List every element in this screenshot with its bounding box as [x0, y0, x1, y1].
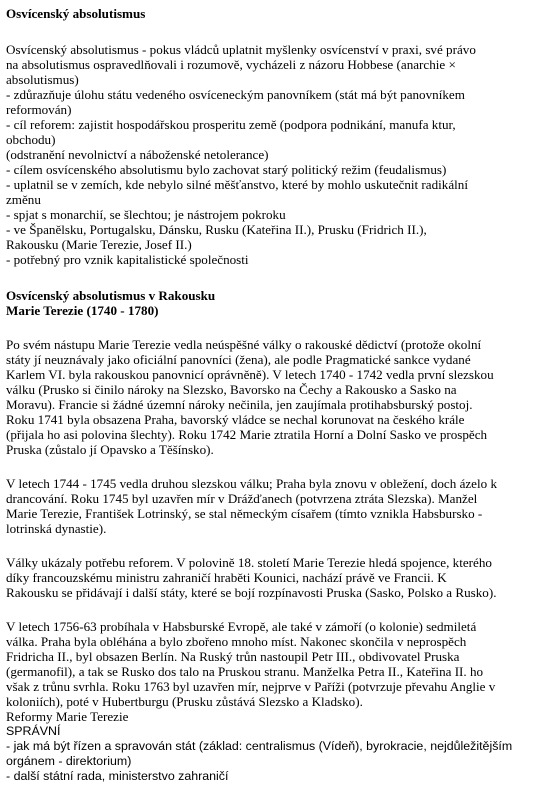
text-line: obchodu) [6, 132, 56, 147]
text-line: lotrinská dynastie). [6, 521, 107, 536]
list-item: - další státní rada, ministerstvo zahraničí [6, 769, 229, 783]
section-subtitle: Marie Terezie (1740 - 1780) [6, 303, 159, 318]
text-line: (odstranění nevolnictví a náboženské netolerance) [6, 147, 269, 162]
text-line: Po svém nástupu Marie Terezie vedla neúspěšné války o rakouské dědictví (protože okolní [6, 337, 482, 352]
text-line: Rakousku se přidávají i další státy, které se bojí rozpínavosti Pruska (Sasko, Polsko a Rusko). [6, 585, 497, 600]
text-line: (germanofil), a tak se Rusko dos talo na Pruskou stranu. Manželka Petra II., Kateřina II. ho [6, 664, 484, 679]
text-line: V letech 1756-63 probíhala v Habsburské Evropě, ale také v zámoří (o kolonie) sedmiletá [6, 619, 477, 634]
text-line: Marie Terezie, František Lotrinský, se stal německým císařem (tímto vznikla Habsbursko - [6, 506, 483, 521]
list-item: - cíl reforem: zajistit hospodářskou prosperitu země (podpora podnikání, manufa ktur, [6, 117, 456, 132]
text-line: Karlem VI. byla rakouskou panovnicí oprávněně). V letech 1740 - 1742 vedla první slezskou [6, 367, 494, 382]
text-line: Rakousku (Marie Terezie, Josef II.) [6, 237, 192, 252]
list-item: - zdůrazňuje úlohu státu vedeného osvíceneckým panovníkem (stát má být panovníkem [6, 87, 465, 102]
text-line: (přijala ho asi polovina šlechty). Roku 1742 Marie ztratila Horní a Dolní Sasko ve prospěch [6, 427, 488, 442]
text-line: koloniích), poté v Hubertburgu (Prusku zůstává Slezsko a Kladsko). [6, 694, 363, 709]
section-title: Osvícenský absolutismus [6, 6, 146, 21]
text-line: válku (Prusko si činilo nároky na Slezsko, Bavorsko na Čechy a Rakousko a Sasko na [6, 382, 457, 397]
text-line: státy jí neuznávaly jako oficiální panovníci (žena), ale podle Pragmatické sankce vydané [6, 352, 471, 367]
text-line: V letech 1744 - 1745 vedla druhou slezskou válku; Praha byla znovu v obležení, doch ázelo k [6, 476, 498, 491]
text-line: Osvícenský absolutismus - pokus vládců uplatnit myšlenky osvícenství v praxi, své právo [6, 42, 476, 57]
text-line: Roku 1741 byla obsazena Praha, bavorský vládce se nechal korunovat na českého krále [6, 412, 465, 427]
text-line: drancování. Roku 1745 byl uzavřen mír v Drážďanech (potvrzena ztráta Slezska). Manžel [6, 491, 478, 506]
reforms-heading: SPRÁVNÍ [6, 724, 61, 738]
subsection-title: Reformy Marie Terezie [6, 709, 129, 724]
text-line: reformován) [6, 102, 72, 117]
text-line: Fridricha II., byl obsazen Berlín. Na Ruský trůn nastoupil Petr III., obdivovatel Pruska [6, 649, 460, 664]
list-item: - spjat s monarchií, se šlechtou; je nástrojem pokroku [6, 207, 286, 222]
text-line: Války ukázaly potřebu reforem. V polovině 18. století Marie Terezie hledá spojence, kterého [6, 555, 492, 570]
text-line: Pruska (zůstalo jí Opavsko a Těšínsko). [6, 442, 214, 457]
list-item: - uplatnil se v zemích, kde nebylo silné měšťanstvo, které by mohlo uskutečnit radikální [6, 177, 468, 192]
list-item: - cílem osvícenského absolutismu bylo zachovat starý politický režim (feudalismus) [6, 162, 447, 177]
text-line: válka. Praha byla obléhána a bylo zbořeno mnoho míst. Nakonec skončila v neprospěch [6, 634, 467, 649]
text-line: absolutismus) [6, 72, 79, 87]
text-line: však z trůnu svrhla. Roku 1763 byl uzavřen mír, nejprve v Paříži (potvrzuje převahu Anglie v [6, 679, 496, 694]
text-line: orgánem - direktorium) [6, 754, 132, 768]
text-line: Moravu). Francie si žádné územní nároky nečinila, jen zaujímala protihabsburský postoj. [6, 397, 473, 412]
section-title: Osvícenský absolutismus v Rakousku [6, 288, 216, 303]
list-item: - potřebný pro vznik kapitalistické společnosti [6, 252, 249, 267]
text-line: změnu [6, 192, 41, 207]
list-item: - ve Španělsku, Portugalsku, Dánsku, Rusku (Kateřina II.), Prusku (Fridrich II.), [6, 222, 427, 237]
text-line: na absolutismus ospravedlňovali i rozumově, vycházeli z názoru Hobbese (anarchie × [6, 57, 456, 72]
list-item: - jak má být řízen a spravován stát (základ: centralismus (Vídeň), byrokracie, nejdůležitějším [6, 739, 513, 753]
text-line: díky francouzskému ministru zahraničí hraběti Kounici, nachází právě ve Francii. K [6, 570, 447, 585]
